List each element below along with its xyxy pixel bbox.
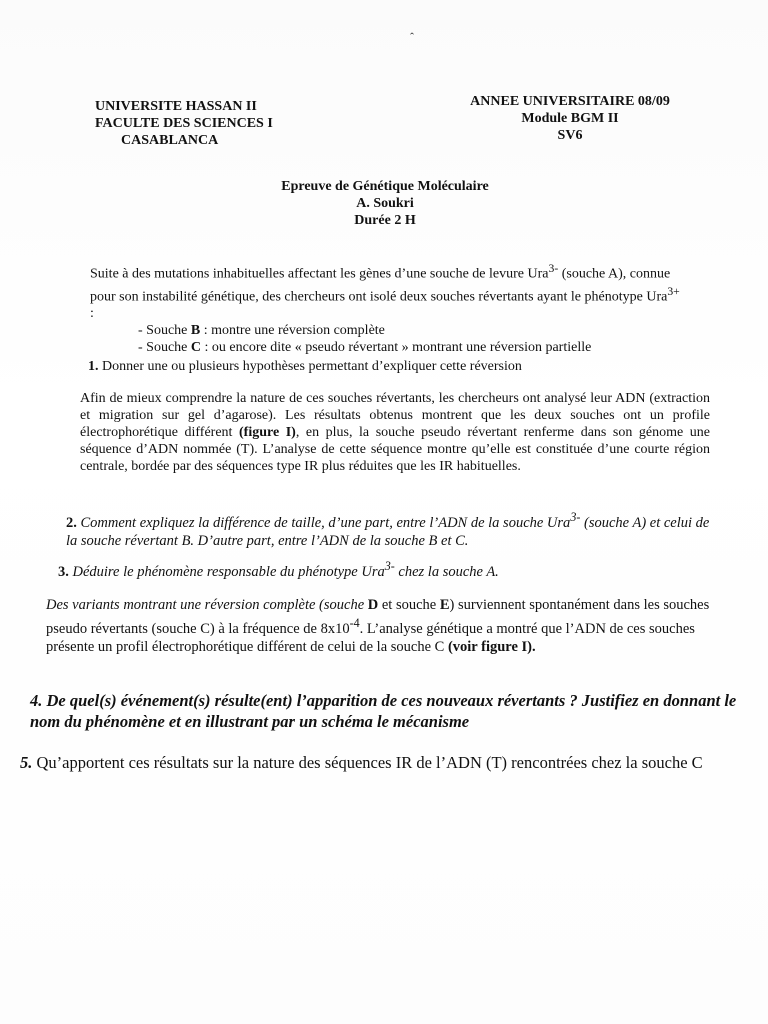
frequency-exponent: -4 bbox=[349, 616, 360, 630]
question-1 bbox=[88, 358, 688, 375]
intro-text-c: : bbox=[90, 306, 94, 322]
strain-b-letter: B bbox=[190, 323, 201, 339]
analysis-text-b: , en plus, la souche pseudo révertant renferme dans son génome une séquence d’ADN nommée (T). L’analyse de cette séquence montre qu’elle est constituée d’une courte région centrale, bordée par des séquences type IR plus réduites que les IR habituelles. bbox=[80, 425, 710, 474]
variants-text-c: ) surviennent spontanément dans les souches pseudo révertants (souche C) à la fréquence de 8x10 bbox=[46, 597, 710, 637]
question-3-sup: 3- bbox=[384, 559, 395, 573]
exam-author: A. Soukri bbox=[356, 196, 414, 211]
intro-paragraph bbox=[90, 260, 680, 356]
question-2-text-a: Comment expliquez la différence de taille, d’une part, entre l’ADN de la souche Ura bbox=[76, 514, 571, 531]
analysis-paragraph bbox=[80, 390, 710, 475]
question-1-number: 1. bbox=[88, 359, 99, 374]
question-5-text: Qu’apportent ces résultats sur la nature des séquences IR de l’ADN (T) rencontrées chez la souche C bbox=[32, 753, 703, 772]
question-3-number: 3. bbox=[58, 563, 69, 580]
strain-d-letter: D bbox=[367, 597, 379, 613]
question-2-text-b: (souche A) et celui de la souche révertant B. D’autre part, entre l’ADN de la souche B et C. bbox=[66, 514, 710, 549]
question-3-text-a: Déduire le phénomène responsable du phénotype Ura bbox=[68, 563, 385, 580]
strain-c-prefix: - Souche bbox=[138, 340, 191, 356]
variants-text-a: Des variants montrant une réversion complète (souche bbox=[46, 597, 368, 613]
variants-text-d: . L’analyse génétique a montré que l’ADN de ces souches présente un profil électrophorétique différent de celui de la souche C bbox=[46, 620, 695, 655]
strain-b-text: : montre une réversion complète bbox=[200, 323, 385, 339]
intro-text-a: Suite à des mutations inhabituelles affectant les gènes d’une souche de levure Ura bbox=[90, 266, 549, 282]
university-header bbox=[95, 98, 273, 149]
question-5-number: 5. bbox=[20, 753, 33, 772]
strain-c-item bbox=[90, 339, 680, 356]
city-name: CASABLANCA bbox=[121, 133, 219, 148]
question-2-number: 2. bbox=[66, 514, 77, 531]
question-2 bbox=[66, 508, 716, 550]
variants-paragraph bbox=[46, 596, 736, 656]
strain-b-item bbox=[90, 322, 680, 339]
faculty-name: FACULTE DES SCIENCES I bbox=[95, 116, 273, 131]
exam-title: Epreuve de Génétique Moléculaire bbox=[281, 179, 489, 194]
module-name: Module BGM II bbox=[521, 111, 619, 126]
strain-b-prefix: - Souche bbox=[138, 323, 191, 339]
analysis-text-a: Afin de mieux comprendre la nature de ces souches révertants, les chercheurs ont analysé leur ADN (extraction et migration sur gel d’agarose). Les résultats obtenus montrent que les deux souches ont un profile électrophorétique différent bbox=[80, 391, 710, 440]
question-4-text: De quel(s) événement(s) résulte(ent) l’apparition de ces nouveaux révertants ? Justifiez en donnant le nom du phénomène et en illustrant par un schéma le mécanisme bbox=[30, 691, 737, 731]
university-name: UNIVERSITE HASSAN II bbox=[95, 99, 257, 114]
academic-year-header bbox=[440, 93, 700, 144]
question-5 bbox=[20, 752, 765, 773]
intro-sup-b: 3+ bbox=[667, 284, 680, 298]
semester: SV6 bbox=[557, 128, 583, 143]
intro-text-b: (souche A), connue pour son instabilité génétique, des chercheurs ont isolé deux souches révertants ayant le phénotype Ura bbox=[90, 266, 671, 305]
question-3 bbox=[58, 558, 708, 581]
figure-ref-2: (voir figure I). bbox=[447, 638, 536, 655]
question-2-sup: 3- bbox=[570, 510, 581, 524]
scan-mark: ˆ bbox=[410, 30, 414, 44]
question-4 bbox=[30, 690, 750, 732]
question-3-text-b: chez la souche A. bbox=[394, 563, 499, 580]
intro-sup-a: 3- bbox=[548, 262, 559, 275]
academic-year: ANNEE UNIVERSITAIRE 08/09 bbox=[470, 94, 670, 109]
strain-c-letter: C bbox=[190, 340, 202, 356]
variants-text-b: et souche bbox=[378, 597, 440, 613]
exam-title-block bbox=[200, 178, 570, 229]
question-4-number: 4. bbox=[30, 691, 43, 710]
exam-duration: Durée 2 H bbox=[354, 213, 416, 228]
strain-e-letter: E bbox=[439, 597, 450, 613]
strain-c-text: : ou encore dite « pseudo révertant » montrant une réversion partielle bbox=[201, 340, 592, 356]
figure-ref: (figure I) bbox=[239, 425, 296, 440]
question-1-text: Donner une ou plusieurs hypothèses permettant d’expliquer cette réversion bbox=[98, 359, 522, 374]
